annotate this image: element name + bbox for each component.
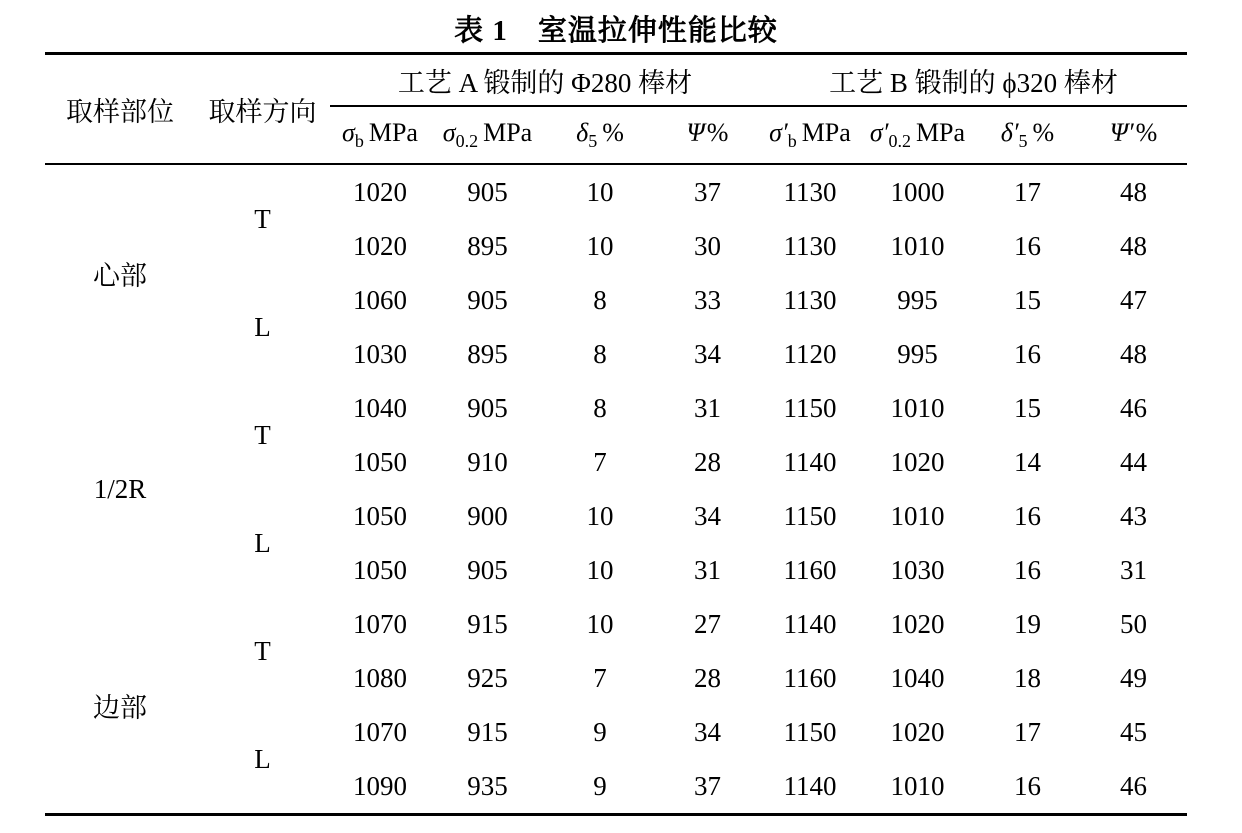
table-row (45, 273, 1187, 327)
data-cell: 925 (467, 662, 508, 693)
data-cell: 31 (694, 392, 721, 423)
unit-label: MPa (483, 117, 533, 147)
subscript: 0.2 (888, 131, 911, 152)
unit-label: % (602, 117, 624, 147)
data-cell: 1160 (783, 662, 837, 693)
direction-cell: T (254, 419, 271, 450)
subscript: b (354, 131, 364, 152)
unit-label: % (706, 117, 729, 147)
data-cell: 50 (1120, 608, 1148, 639)
data-cell: 1000 (890, 176, 945, 207)
data-cell: 1130 (783, 176, 837, 207)
data-cell: 48 (1120, 338, 1148, 369)
data-cell: 905 (467, 554, 508, 585)
data-cell: 18 (1014, 662, 1041, 693)
data-cell: 1070 (353, 716, 407, 747)
part-cell: 1/2R (93, 473, 147, 504)
data-cell: 27 (694, 608, 721, 639)
symbol: σ (342, 117, 355, 147)
data-cell: 1050 (353, 554, 407, 585)
header-process-b-group: 工艺 B 锻制的 ϕ320 棒材 (760, 54, 1187, 107)
data-cell: 1160 (783, 554, 837, 585)
data-cell: 1010 (890, 770, 945, 801)
data-cell: 935 (467, 770, 508, 801)
subscript: b (787, 131, 797, 152)
symbol: δ′ (1000, 117, 1019, 147)
direction-cell: L (254, 743, 271, 774)
data-cell: 1020 (890, 446, 945, 477)
data-cell: 9 (593, 716, 607, 747)
direction-cell: L (254, 527, 271, 558)
data-cell: 915 (467, 608, 508, 639)
table-row (45, 381, 1187, 435)
unit-label: MPa (801, 117, 851, 147)
col-header-sigma-02-prime (860, 106, 975, 164)
data-cell: 17 (1014, 716, 1041, 747)
data-cell: 48 (1120, 176, 1148, 207)
header-sampling-part: 取样部位 (45, 54, 195, 165)
data-cell: 905 (467, 176, 508, 207)
data-cell: 8 (593, 338, 607, 369)
data-cell: 1010 (890, 230, 945, 261)
subscript: 0.2 (455, 131, 479, 152)
data-cell: 46 (1120, 770, 1148, 801)
data-cell: 15 (1014, 284, 1041, 315)
data-cell: 1040 (890, 662, 945, 693)
data-cell: 1020 (890, 608, 945, 639)
data-cell: 48 (1120, 230, 1148, 261)
data-cell: 1020 (353, 230, 407, 261)
data-cell: 8 (593, 392, 607, 423)
data-cell: 1150 (783, 716, 837, 747)
unit-label: % (1135, 117, 1158, 147)
col-header-delta-5 (545, 106, 655, 164)
data-cell: 915 (467, 716, 508, 747)
symbol: Ψ (686, 117, 705, 147)
table-row (45, 164, 1187, 219)
data-cell: 49 (1120, 662, 1148, 693)
data-cell: 16 (1014, 554, 1041, 585)
data-cell: 905 (467, 284, 508, 315)
header-process-a-group: 工艺 A 锻制的 Φ280 棒材 (330, 54, 760, 107)
data-cell: 1050 (353, 500, 407, 531)
data-cell: 31 (1120, 554, 1148, 585)
data-cell: 1090 (353, 770, 407, 801)
symbol: σ′ (869, 117, 889, 147)
data-cell: 28 (694, 446, 721, 477)
data-cell: 1030 (353, 338, 407, 369)
data-cell: 37 (694, 770, 721, 801)
table-row (45, 597, 1187, 651)
tensile-properties-table (45, 52, 1187, 816)
data-cell: 1130 (783, 230, 837, 261)
unit-label: % (1032, 117, 1055, 147)
data-cell: 1030 (890, 554, 945, 585)
data-cell: 1060 (353, 284, 407, 315)
data-cell: 995 (897, 284, 938, 315)
data-cell: 1010 (890, 500, 945, 531)
symbol: σ′ (769, 117, 788, 147)
direction-cell: L (254, 311, 271, 342)
table-row (45, 489, 1187, 543)
data-cell: 34 (694, 500, 721, 531)
symbol: σ (442, 117, 456, 147)
group-header-row (45, 54, 1187, 107)
data-cell: 16 (1014, 500, 1041, 531)
data-cell: 1140 (783, 446, 837, 477)
data-cell: 17 (1014, 176, 1041, 207)
data-cell: 28 (694, 662, 721, 693)
data-cell: 1040 (353, 392, 407, 423)
direction-cell: T (254, 635, 271, 666)
symbol: δ (576, 117, 589, 147)
unit-label: MPa (915, 117, 966, 147)
data-cell: 1080 (353, 662, 407, 693)
data-cell: 7 (593, 446, 607, 477)
data-cell: 1020 (353, 176, 407, 207)
data-cell: 46 (1120, 392, 1148, 423)
data-cell: 45 (1120, 716, 1148, 747)
data-cell: 905 (467, 392, 508, 423)
data-cell: 33 (694, 284, 721, 315)
data-cell: 31 (694, 554, 721, 585)
data-cell: 16 (1014, 770, 1041, 801)
data-cell: 34 (694, 338, 721, 369)
col-header-delta-5-prime (975, 106, 1080, 164)
data-cell: 1140 (783, 608, 837, 639)
data-cell: 16 (1014, 338, 1041, 369)
data-cell: 995 (897, 338, 938, 369)
data-cell: 1150 (783, 392, 837, 423)
data-cell: 30 (694, 230, 721, 261)
subscript: 5 (588, 131, 598, 152)
col-header-psi (655, 106, 760, 164)
data-cell: 910 (467, 446, 508, 477)
data-cell: 16 (1014, 230, 1041, 261)
data-cell: 10 (586, 608, 614, 639)
data-cell: 10 (586, 500, 614, 531)
data-cell: 10 (586, 554, 614, 585)
subscript: 5 (1018, 131, 1028, 152)
data-cell: 34 (694, 716, 721, 747)
data-cell: 7 (593, 662, 607, 693)
part-cell: 心部 (93, 260, 147, 291)
col-header-sigma-b (330, 106, 430, 164)
data-cell: 895 (467, 230, 508, 261)
data-cell: 1010 (890, 392, 945, 423)
data-cell: 1140 (783, 770, 837, 801)
data-cell: 9 (593, 770, 607, 801)
data-cell: 37 (694, 176, 721, 207)
data-cell: 47 (1120, 284, 1148, 315)
data-cell: 10 (586, 176, 614, 207)
data-cell: 1120 (783, 338, 837, 369)
table-row (45, 705, 1187, 759)
table-title: 表 1 室温拉伸性能比较 (454, 15, 778, 47)
col-header-sigma-b-prime (760, 106, 860, 164)
col-header-sigma-02 (430, 106, 545, 164)
data-cell: 895 (467, 338, 508, 369)
data-cell: 1130 (783, 284, 837, 315)
data-cell: 1020 (890, 716, 945, 747)
data-cell: 15 (1014, 392, 1041, 423)
data-cell: 19 (1014, 608, 1041, 639)
data-cell: 900 (467, 500, 508, 531)
direction-cell: T (254, 203, 271, 234)
header-sampling-direction: 取样方向 (195, 54, 330, 165)
data-cell: 8 (593, 284, 607, 315)
data-cell: 1150 (783, 500, 837, 531)
data-cell: 14 (1014, 446, 1041, 477)
data-cell: 44 (1120, 446, 1148, 477)
data-cell: 1070 (353, 608, 407, 639)
symbol: Ψ′ (1109, 117, 1134, 147)
data-cell: 10 (586, 230, 614, 261)
data-cell: 43 (1120, 500, 1148, 531)
data-cell: 1050 (353, 446, 407, 477)
part-cell: 边部 (93, 692, 147, 723)
col-header-psi-prime (1080, 106, 1187, 164)
unit-label: MPa (368, 117, 418, 147)
